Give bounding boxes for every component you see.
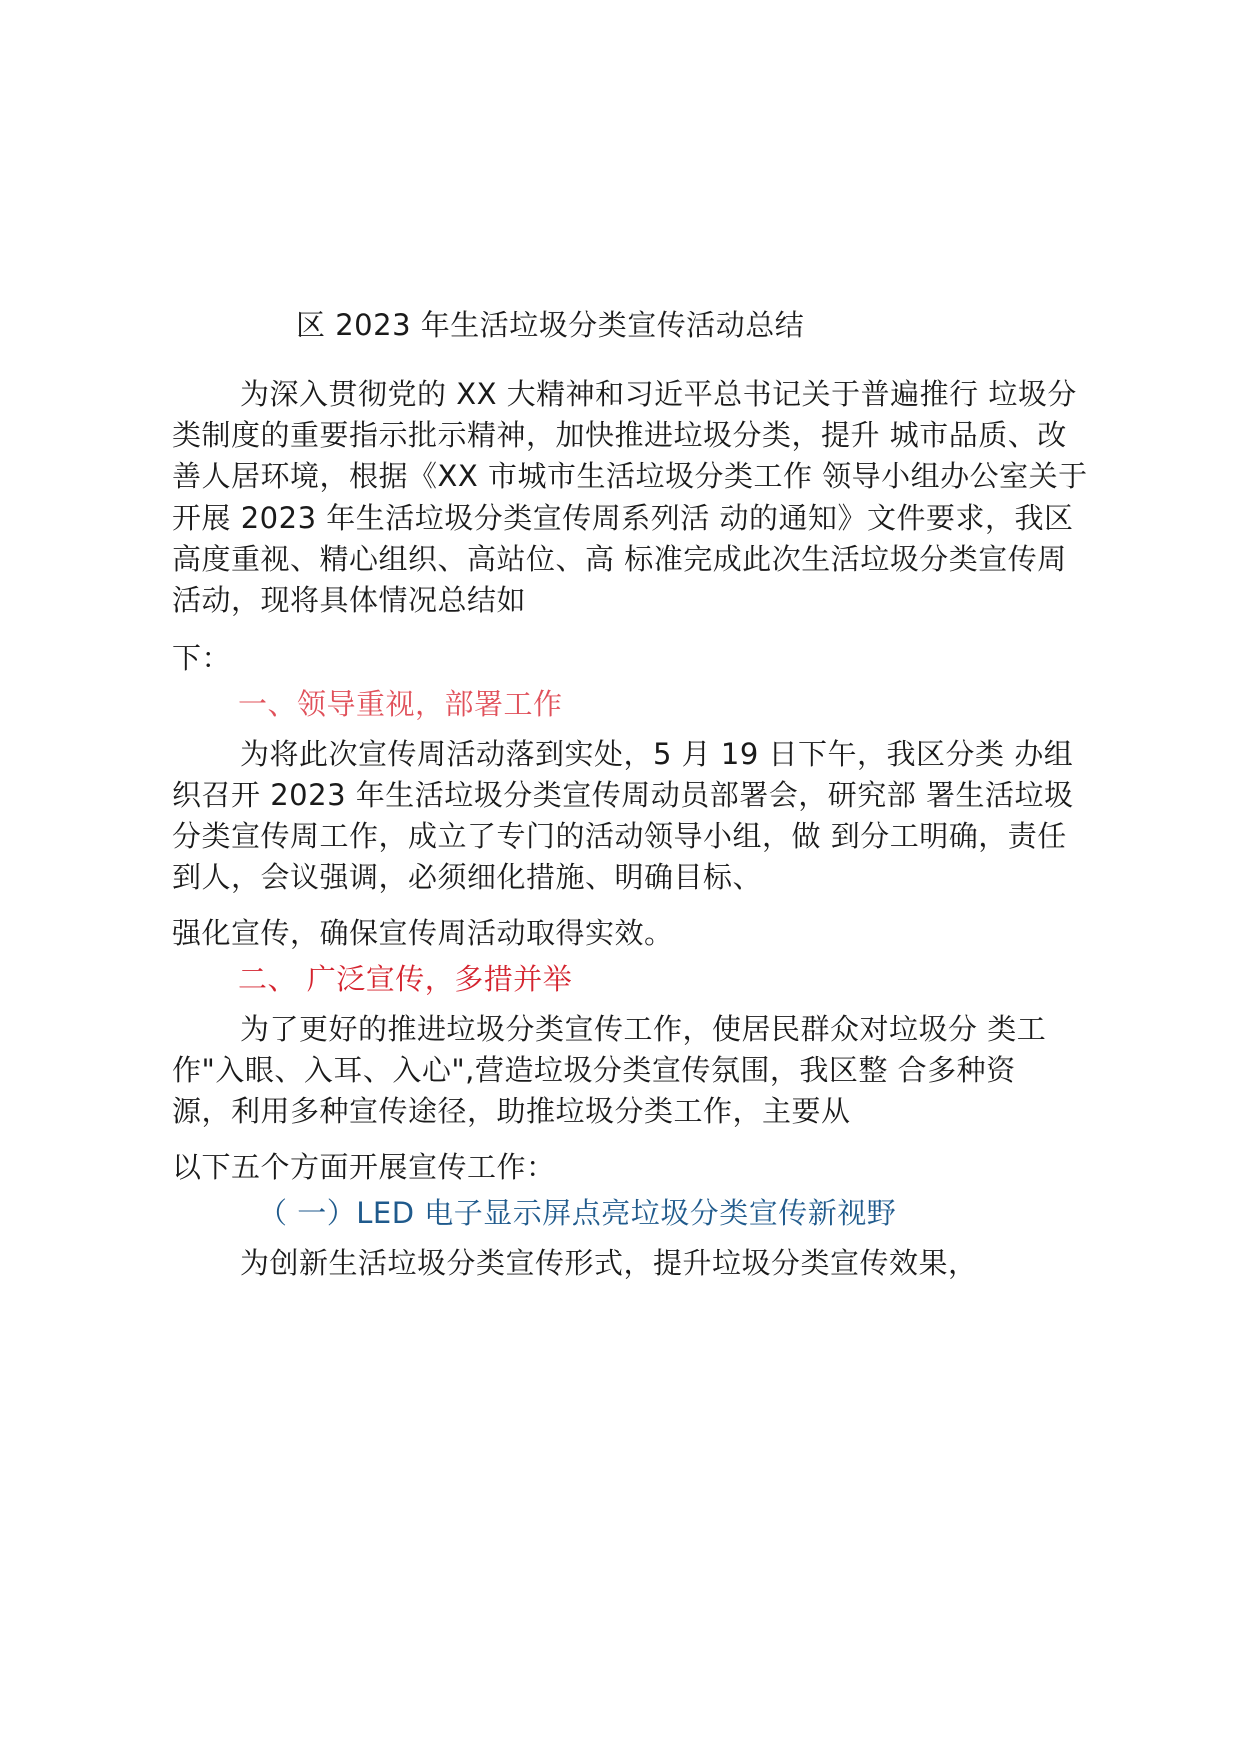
subsection1-line: 为创新生活垃圾分类宣传形式，提升垃圾分类宣传效果， [240, 1246, 978, 1280]
section1-line: 为将此次宣传周活动落到实处，5 月 19 日下午，我区分类 办组 [240, 737, 1074, 771]
section-heading-1: 一、领导重视，部署工作 [238, 687, 563, 721]
subsection-heading-1: （ 一）LED 电子显示屏点亮垃圾分类宣传新视野 [258, 1196, 897, 1230]
intro-line: 下： [172, 641, 232, 675]
section-heading-2: 二、 广泛宣传，多措并举 [238, 962, 573, 996]
intro-line: 为深入贯彻党的 XX 大精神和习近平总书记关于普遍推行 垃圾分 [240, 377, 1077, 411]
intro-line: 高度重视、精心组织、高站位、高 标准完成此次生活垃圾分类宣传周 [172, 542, 1067, 576]
section2-line: 作"入眼、入耳、入心",营造垃圾分类宣传氛围，我区整 合多种资 [172, 1053, 1016, 1087]
intro-line: 活动，现将具体情况总结如 [172, 583, 527, 617]
section1-line: 到人，会议强调，必须细化措施、明确目标、 [172, 860, 763, 894]
intro-line: 开展 2023 年生活垃圾分类宣传周系列活 动的通知》文件要求，我区 [172, 501, 1074, 535]
section1-line: 织召开 2023 年生活垃圾分类宣传周动员部署会，研究部 署生活垃圾 [172, 778, 1074, 812]
section2-line: 以下五个方面开展宣传工作： [172, 1150, 556, 1184]
document-title: 区 2023 年生活垃圾分类宣传活动总结 [296, 308, 805, 342]
intro-line: 类制度的重要指示批示精神，加快推进垃圾分类，提升 城市品质、改 [172, 418, 1067, 452]
section1-line: 强化宣传，确保宣传周活动取得实效。 [172, 916, 674, 950]
section1-line: 分类宣传周工作，成立了专门的活动领导小组，做 到分工明确，责任 [172, 819, 1067, 853]
intro-line: 善人居环境，根据《XX 市城市生活垃圾分类工作 领导小组办公室关于 [172, 459, 1088, 493]
section2-line: 为了更好的推进垃圾分类宣传工作，使居民群众对垃圾分 类工 [240, 1012, 1047, 1046]
section2-line: 源，利用多种宣传途径，助推垃圾分类工作，主要从 [172, 1094, 851, 1128]
